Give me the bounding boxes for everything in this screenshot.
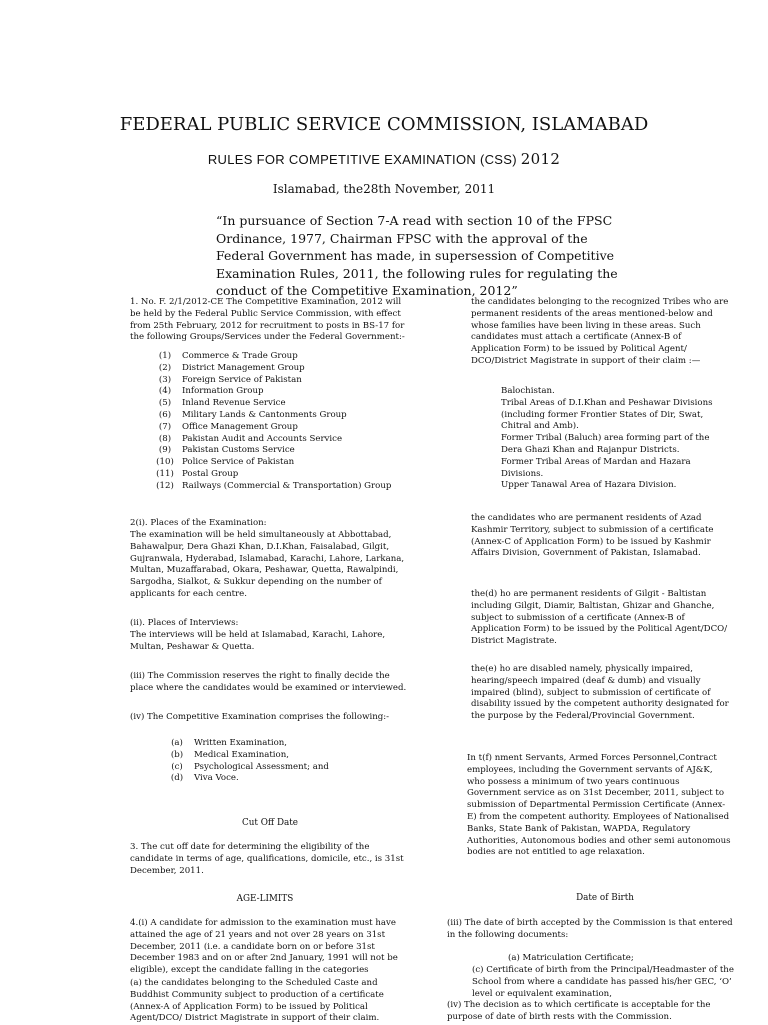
date-of-birth-heading: Date of Birth (576, 893, 634, 903)
group-item (152, 375, 412, 387)
component-item-label: Viva Voce. (194, 773, 239, 784)
group-item-number: (3) (158, 374, 172, 385)
dob-item-a: (a) Matriculation Certificate; (508, 953, 634, 963)
tribal-area-item: Former Tribal Areas of Mardan and Hazara Divisions. (501, 456, 691, 479)
group-item (152, 481, 412, 493)
dob-item-c: (c) Certificate of birth from the Principal/Headmaster of the School from where a candidate has passed his/her GEC, ‘O’ level or equivalent examination, (472, 965, 734, 999)
dob-item-iv: (iv) The decision as to which certificate is acceptable for the purpose of date of birth rests with the Commission. (447, 1000, 711, 1022)
tribal-area-item: Upper Tanawal Area of Hazara Division. (501, 480, 677, 491)
group-item-number: (11) (156, 468, 174, 479)
group-item (152, 457, 412, 469)
group-item-label: Military Lands & Cantonments Group (182, 409, 347, 420)
component-item (164, 750, 394, 762)
cutoff-heading: Cut Off Date (241, 818, 299, 828)
group-item-label: Railways (Commercial & Transportation) Group (182, 480, 392, 491)
component-item-number: (c) (171, 761, 183, 772)
rule-4c-paragraph: the candidates who are permanent residents of Azad Kashmir Territory, subject to submission of a certificate (Annex-C of Application Form) to be issued by Kashmir Affairs Division, Government of Pakistan, Islamabad. (471, 513, 714, 559)
rule-4b-paragraph: the candidates belonging to the recognized Tribes who are permanent residents of the areas mentioned-below and whose families have been living in these areas. Such candidates must attach a certificate (Annex-B of Application Form) to be issued by Political Agent/ DCO/District Magistrate in support of their claim :— (471, 297, 729, 366)
subtitle-year: 2012 (520, 150, 561, 168)
group-item-label: Office Management Group (182, 421, 298, 432)
group-item-label: Information Group (182, 386, 264, 397)
group-item-number: (8) (158, 433, 172, 444)
preamble-quote: “In pursuance of Section 7-A read with section 10 of the FPSC Ordinance, 1977, Chairman FPSC with the approval of the Federal Government has made, in supersession of Competitive Examination Rules, 2011, the following rules for regulating the conduct of the Competitive Examination, 2012” (216, 213, 618, 298)
date-of-birth-body: (iii) The date of birth accepted by the Commission is that entered in the following documents: (447, 918, 733, 940)
component-item-label: Psychological Assessment; and (194, 761, 329, 772)
rule-1-paragraph: 1. No. F. 2/1/2012-CE The Competitive Examination, 2012 will be held by the Federal Public Service Commission, with effect from 25th February, 2012 for recruitment to posts in BS-17 for the following Groups/Services under the Federal Government:- (130, 297, 405, 343)
group-item-label: District Management Group (182, 362, 305, 373)
component-item-number: (b) (170, 749, 184, 760)
component-item (164, 773, 394, 785)
group-item-label: Commerce & Trade Group (182, 351, 298, 361)
component-item (164, 738, 394, 750)
tribal-area-item: Tribal Areas of D.I.Khan and Peshawar Divisions (including former Frontier States of Dir, Swat, Chitral and Amb). (501, 397, 713, 432)
group-item-number: (1) (158, 351, 172, 361)
group-item-label: Pakistan Audit and Accounts Service (182, 433, 343, 444)
rule-2ii-heading: (ii). Places of Interviews: (130, 618, 239, 628)
document-title: FEDERAL PUBLIC SERVICE COMMISSION, ISLAMABAD (119, 114, 649, 135)
group-item (152, 363, 412, 375)
tribal-areas-list (501, 386, 733, 492)
group-item (152, 422, 412, 434)
component-item-label: Written Examination, (194, 738, 288, 748)
component-item (164, 762, 394, 774)
group-item-label: Foreign Service of Pakistan (182, 374, 302, 385)
document-subtitle (0, 150, 768, 168)
group-item (152, 410, 412, 422)
rule-4d-paragraph: the(d) ho are permanent residents of Gilgit - Baltistan including Gilgit, Diamir, Baltistan, Ghizar and Ghanche, subject to submission of a certificate (Annex-B of Application Form) to be issued by the Political Agent/DCO/ District Magistrate. (471, 589, 728, 647)
group-item-number: (6) (158, 409, 172, 420)
group-item-number: (5) (158, 398, 172, 409)
group-item (152, 445, 412, 457)
tribal-area-item: Balochistan. (501, 386, 555, 396)
group-item-label: Pakistan Customs Service (182, 445, 295, 456)
component-item-number: (a) (171, 738, 183, 748)
tribal-area-item: Former Tribal (Baluch) area forming part of the Dera Ghazi Khan and Rajanpur Districts. (501, 433, 710, 455)
age-limits-body: 4.(i) A candidate for admission to the examination must have attained the age of 21 years and not over 28 years on 31st December, 2011 (i.e. a candidate born on or before 31st December 1983 and on or after 2nd January, 1991 will not be eligible), except the candidate falling in the categories (130, 918, 398, 976)
subtitle-text: RULES FOR COMPETITIVE EXAMINATION (CSS) (207, 152, 517, 167)
rule-2iv: (iv) The Competitive Examination comprises the following:- (130, 712, 390, 722)
rule-2ii-body: The interviews will be held at Islamabad, Karachi, Lahore, Multan, Peshawar & Quetta. (130, 630, 386, 652)
component-item-label: Medical Examination, (194, 749, 289, 760)
age-limits-heading: AGE-LIMITS (236, 894, 294, 904)
group-item (152, 434, 412, 446)
dateline: Islamabad, the28th November, 2011 (272, 182, 496, 196)
group-item-label: Inland Revenue Service (182, 398, 286, 409)
group-item (152, 351, 412, 363)
group-item-number: (2) (158, 362, 172, 373)
group-item-label: Postal Group (182, 468, 239, 479)
group-item-number: (9) (158, 445, 172, 456)
components-list (164, 738, 394, 785)
group-item-label: Police Service of Pakistan (182, 457, 295, 468)
component-item-number: (d) (170, 773, 184, 784)
group-item (152, 469, 412, 481)
group-item-number: (12) (156, 480, 174, 491)
rule-4f-paragraph: In t(f) nment Servants, Armed Forces Personnel,Contract employees, including the Government servants of AJ&K, who possess a minimum of two years continuous Government service as on 31st December, 2011, subject to submission of Departmental Permission Certificate (Annex-E) from the competent authority. Employees of Nationalised Banks, State Bank of Pakistan, WAPDA, Regulatory Authorities, Autonomous bodies and other semi autonomous bodies are not entitled to age relaxation. (467, 753, 731, 858)
group-item (152, 398, 412, 410)
rule-2-heading: 2(i). Places of the Examination: (130, 518, 267, 528)
group-item-number: (7) (158, 421, 172, 432)
rule-2iii: (iii) The Commission reserves the right to finally decide the place where the candidates would be examined or interviewed. (130, 671, 407, 693)
group-item (152, 386, 412, 398)
rule-4e-paragraph: the(e) ho are disabled namely, physically impaired, hearing/speech impaired (deaf & dumb) and visually impaired (blind), subject to submission of certificate of disability issued by the competent authority designated for the purpose by the Federal/Provincial Government. (471, 664, 729, 722)
groups-list (152, 351, 412, 493)
age-limits-a: (a) the candidates belonging to the Scheduled Caste and Buddhist Community subject to production of a certificate (Annex-A of Application Form) to be issued by Political Agent/DCO/ District Magistrate in support of their claim. (130, 978, 384, 1024)
rule-2-body: The examination will be held simultaneously at Abbottabad, Bahawalpur, Dera Ghazi Khan, D.I.Khan, Faisalabad, Gilgit, Gujranwala, Hyderabad, Islamabad, Karachi, Lahore, Larkana, Multan, Muzaffarabad, Okara, Peshawar, Quetta, Rawalpindi, Sargodha, Sialkot, & Sukkur depending on the number of applicants for each centre. (130, 530, 405, 599)
group-item-number: (10) (156, 457, 174, 468)
cutoff-body: 3. The cut off date for determining the eligibility of the candidate in terms of age, qualifications, domicile, etc., is 31st December, 2011. (130, 842, 404, 876)
group-item-number: (4) (158, 386, 172, 397)
